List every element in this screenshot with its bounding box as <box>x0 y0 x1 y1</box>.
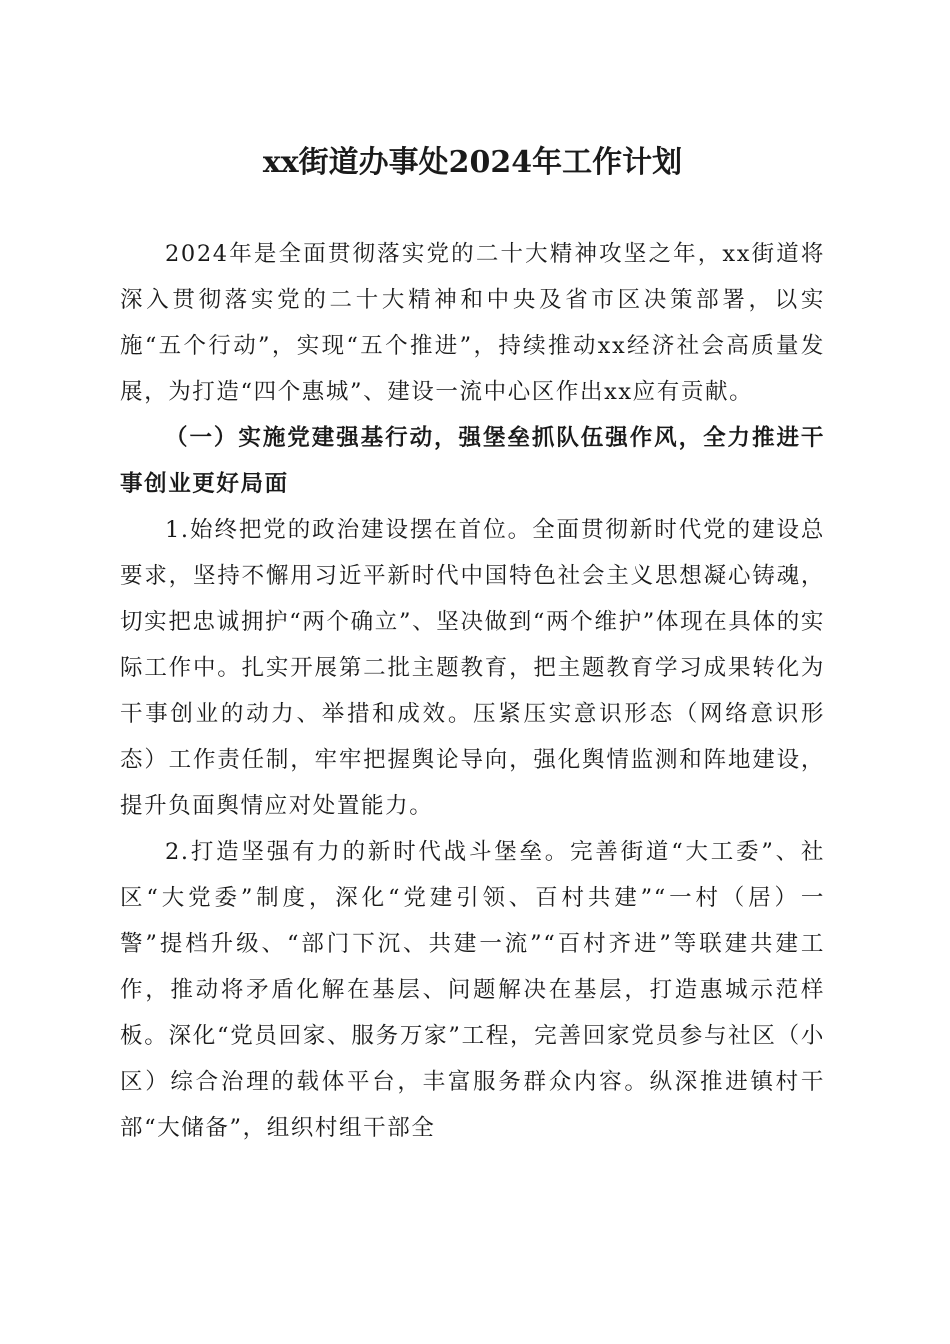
item-paragraph-1: 1.始终把党的政治建设摆在首位。全面贯彻新时代党的建设总要求，坚持不懈用习近平新时代中国特色社会主义思想凝心铸魂，切实把忠诚拥护“两个确立”、坚决做到“两个维护”体现在具体的实际工作中。扎实开展第二批主题教育，把主题教育学习成果转化为干事创业的动力、举措和成效。压紧压实意识形态（网络意识形态）工作责任制，牢牢把握舆论导向，强化舆情监测和阵地建设，提升负面舆情应对处置能力。 <box>120 517 825 819</box>
section-heading-1: （一）实施党建强基行动，强堡垒抓队伍强作风，全力推进干事创业更好局面 <box>120 425 825 497</box>
document-page <box>120 0 825 1151</box>
item-paragraph-2: 2.打造坚强有力的新时代战斗堡垒。完善街道“大工委”、社区“大党委”制度，深化“党建引领、百村共建”“一村（居）一警”提档升级、“部门下沉、共建一流”“百村齐进”等联建共建工作，推动将矛盾化解在基层、问题解决在基层，打造惠城示范样板。深化“党员回家、服务万家”工程，完善回家党员参与社区（小区）综合治理的载体平台，丰富服务群众内容。纵深推进镇村干部“大储备”，组织村组干部全 <box>120 839 825 1141</box>
document-title: xx街道办事处2024年工作计划 <box>262 145 683 180</box>
intro-paragraph: 2024年是全面贯彻落实党的二十大精神攻坚之年，xx街道将深入贯彻落实党的二十大精神和中央及省市区决策部署，以实施“五个行动”，实现“五个推进”，持续推动xx经济社会高质量发展，为打造“四个惠城”、建设一流中心区作出xx应有贡献。 <box>120 241 825 405</box>
